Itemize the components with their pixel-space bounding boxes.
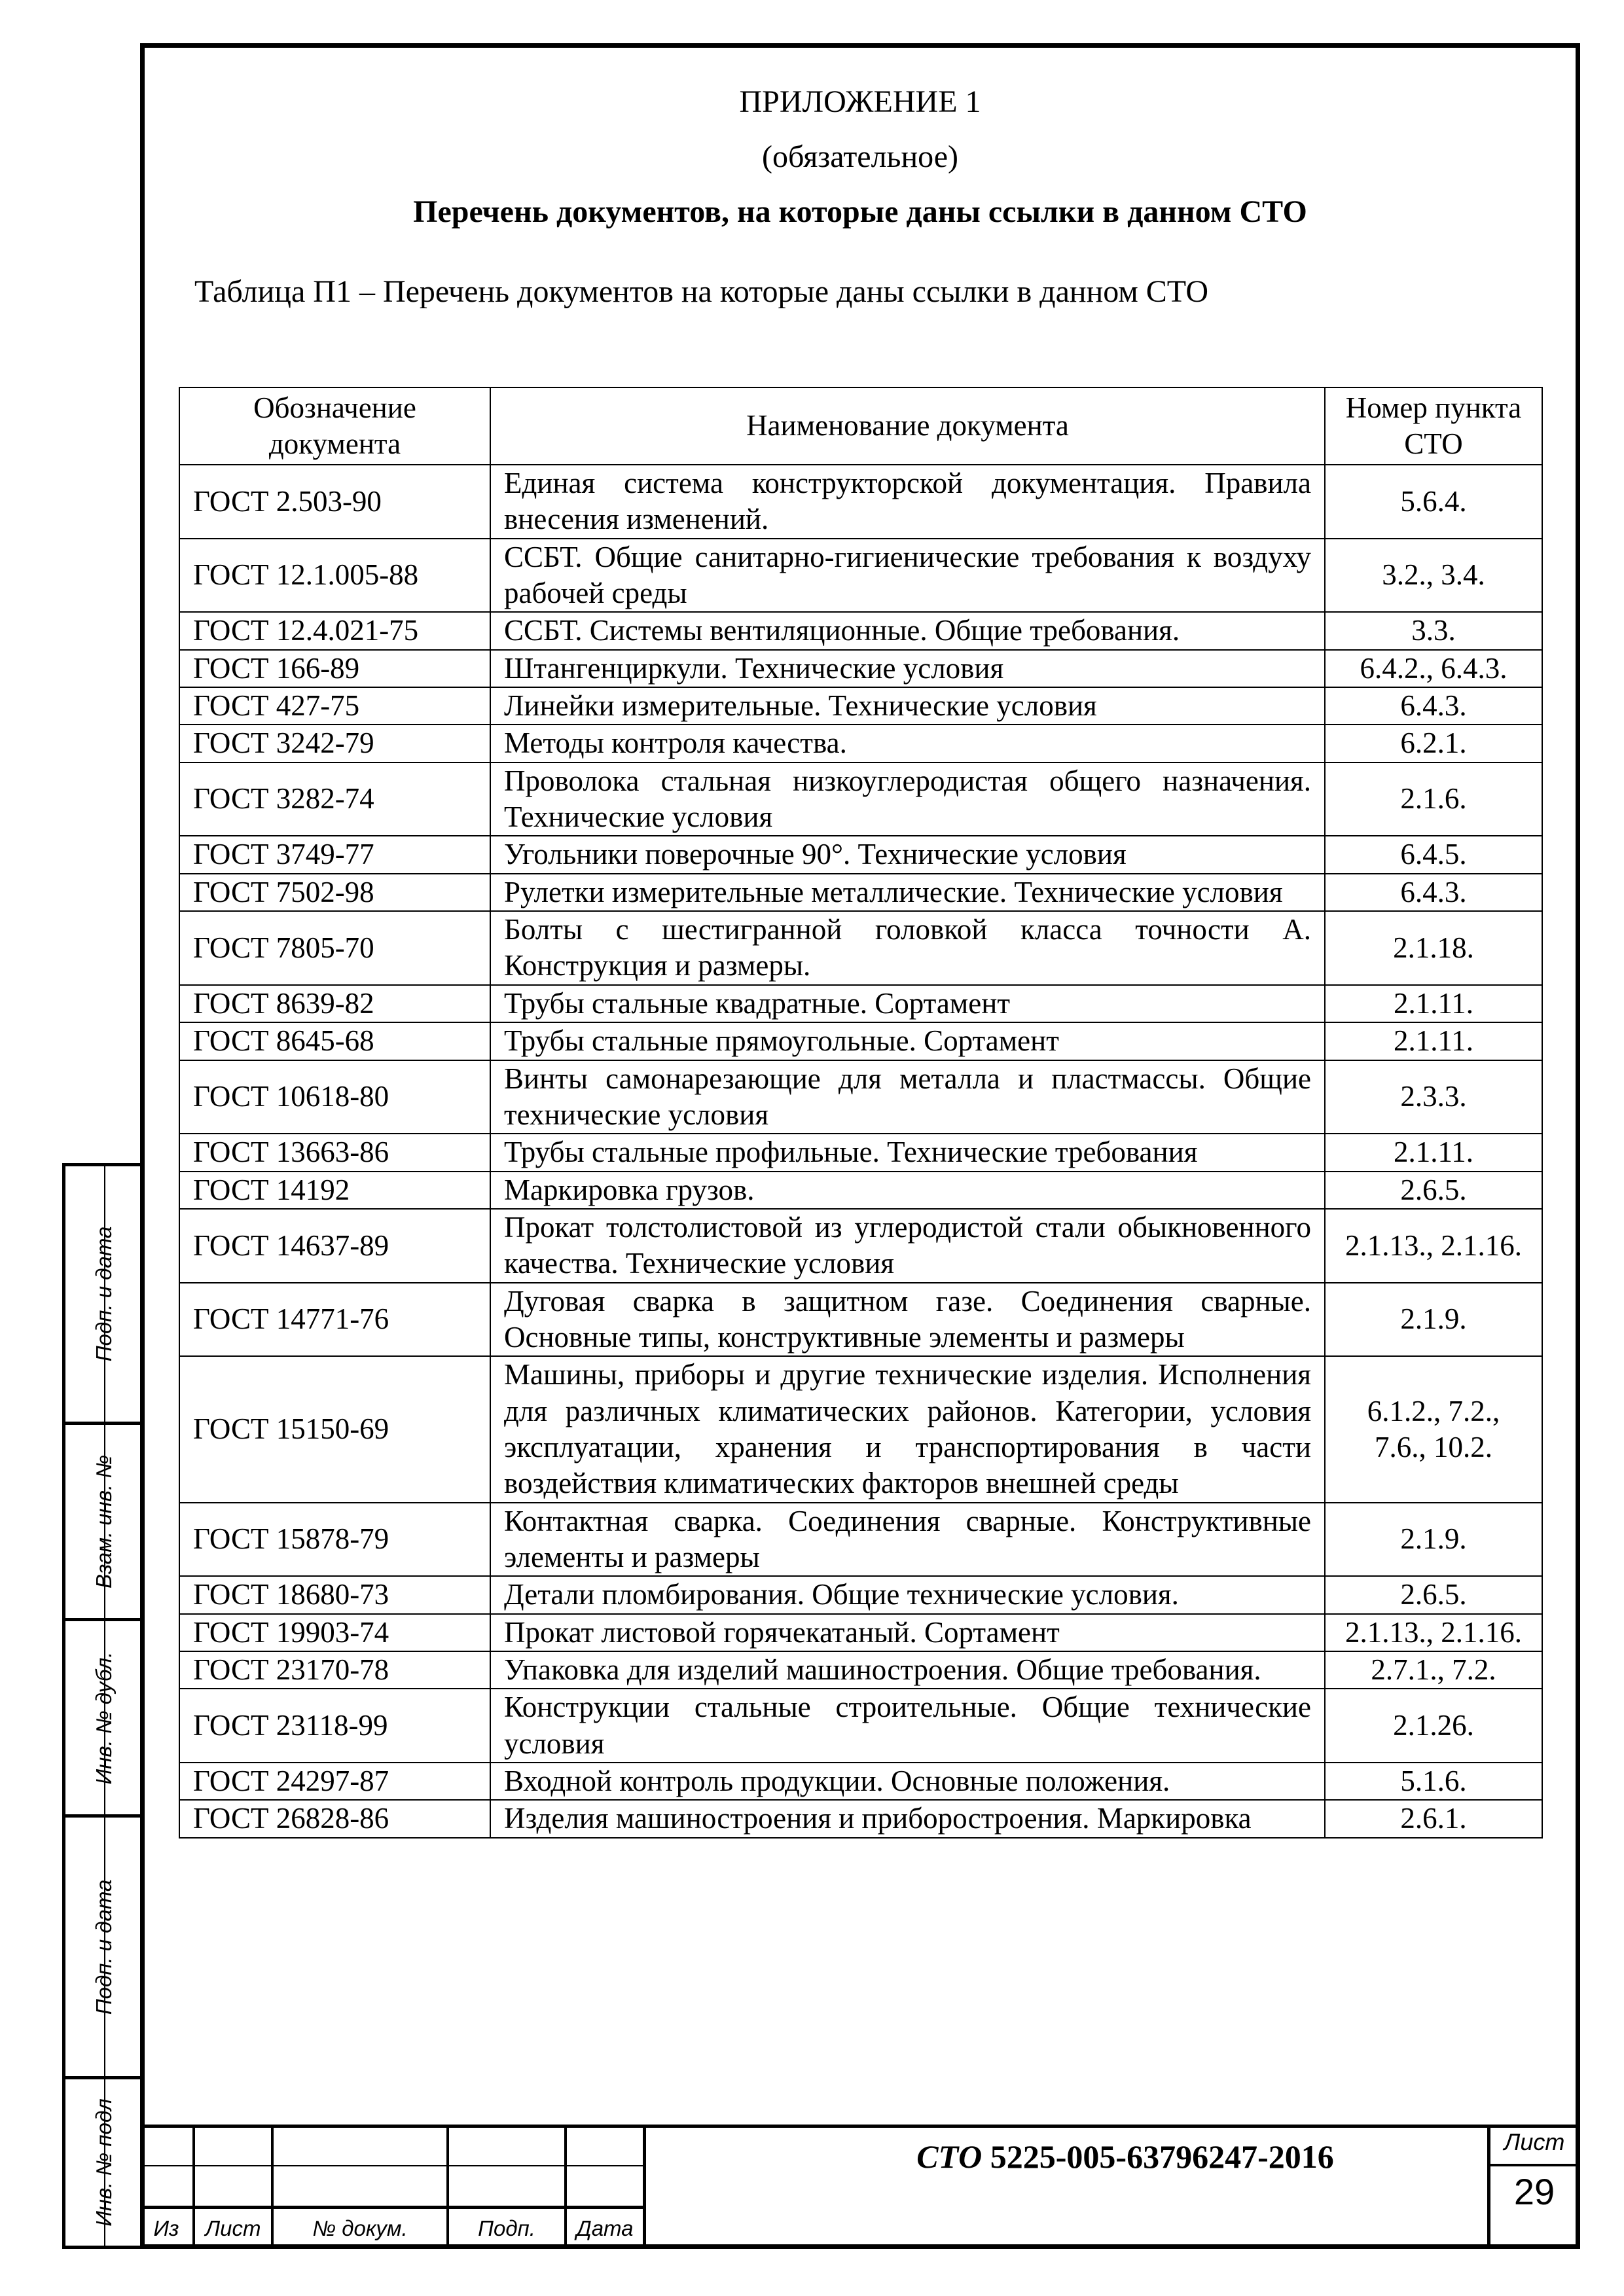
cell-section: 3.3. (1325, 612, 1542, 649)
header-code: Обозначение документа (179, 387, 490, 465)
document-number (644, 2138, 1606, 2176)
table-row (179, 1576, 1542, 1613)
cell-section: 6.1.2., 7.2., 7.6., 10.2. (1325, 1356, 1542, 1502)
cell-name: Рулетки измерительные металлические. Технические условия (490, 874, 1325, 911)
cell-section: 2.6.1. (1325, 1800, 1542, 1837)
side-label-inv-dup: Инв. № дубл. (92, 1651, 116, 1784)
table-row (179, 725, 1542, 762)
cell-section: 2.1.9. (1325, 1503, 1542, 1577)
cell-name: Методы контроля качества. (490, 725, 1325, 762)
side-cell-inv-dup (62, 1621, 140, 1818)
sheet-number: 29 (1513, 2171, 1555, 2212)
cell-code: ГОСТ 7805-70 (179, 911, 490, 985)
cell-name: Трубы стальные прямоугольные. Сортамент (490, 1022, 1325, 1060)
table-row (179, 874, 1542, 911)
table-row (179, 612, 1542, 649)
table-row (179, 465, 1542, 539)
cell-section: 5.1.6. (1325, 1763, 1542, 1800)
cell-name: Изделия машиностроения и приборостроения. Маркировка (490, 1800, 1325, 1837)
cell-section: 6.4.2., 6.4.3. (1325, 650, 1542, 687)
cell-section: 2.7.1., 7.2. (1325, 1651, 1542, 1689)
cell-name: Конструкции стальные строительные. Общие технические условия (490, 1689, 1325, 1763)
header-section: Номер пункта СТО (1325, 387, 1542, 465)
cell-section: 2.1.9. (1325, 1283, 1542, 1357)
side-cell-inv-replace (62, 1425, 140, 1621)
cell-code: ГОСТ 7502-98 (179, 874, 490, 911)
cell-code: ГОСТ 2.503-90 (179, 465, 490, 539)
cell-section: 2.1.13., 2.1.16. (1325, 1614, 1542, 1651)
cell-section: 2.1.11. (1325, 1022, 1542, 1060)
table-row (179, 539, 1542, 613)
appendix-title: ПРИЛОЖЕНИЕ 1 (739, 84, 981, 119)
cell-name: Детали пломбирования. Общие технические условия. (490, 1576, 1325, 1613)
table-row (179, 1800, 1542, 1837)
cell-name: ССБТ. Общие санитарно-гигиенические требования к воздуху рабочей среды (490, 539, 1325, 613)
cell-code: ГОСТ 3282-74 (179, 762, 490, 836)
cell-name: Трубы стальные квадратные. Сортамент (490, 985, 1325, 1022)
side-label-sign-date-2: Подп. и дата (92, 1879, 116, 2015)
table-row (179, 650, 1542, 687)
table-row (179, 1356, 1542, 1502)
appendix-heading: Перечень документов, на которые даны ссылки в данном СТО (413, 194, 1307, 229)
cell-name: Линейки измерительные. Технические условия (490, 687, 1325, 725)
cell-name: Упаковка для изделий машиностроения. Общие требования. (490, 1651, 1325, 1689)
table-row (179, 1172, 1542, 1209)
cell-name: Штангенциркули. Технические условия (490, 650, 1325, 687)
side-cell-sign-date-1 (62, 1163, 140, 1425)
cell-code: ГОСТ 26828-86 (179, 1800, 490, 1837)
cell-section: 2.1.6. (1325, 762, 1542, 836)
cell-section: 2.6.5. (1325, 1172, 1542, 1209)
header-name: Наименование документа (490, 387, 1325, 465)
side-label-sign-date-1: Подп. и дата (92, 1226, 116, 1362)
cell-section: 2.6.5. (1325, 1576, 1542, 1613)
side-cell-inv-orig (62, 2079, 140, 2249)
table-row (179, 1022, 1542, 1060)
cell-code: ГОСТ 13663-86 (179, 1134, 490, 1171)
cell-section: 2.1.13., 2.1.16. (1325, 1209, 1542, 1283)
cell-name: Винты самонарезающие для металла и пластмассы. Общие технические условия (490, 1060, 1325, 1134)
side-label-inv-replace: Взам. инв. № (92, 1454, 116, 1588)
cell-code: ГОСТ 14771-76 (179, 1283, 490, 1357)
cell-code: ГОСТ 3749-77 (179, 836, 490, 873)
cell-code: ГОСТ 166-89 (179, 650, 490, 687)
cell-code: ГОСТ 14637-89 (179, 1209, 490, 1283)
table-row (179, 1763, 1542, 1800)
cell-name: Проволока стальная низкоуглеродистая общего назначения. Технические условия (490, 762, 1325, 836)
title-block-col-date: Дата (576, 2216, 634, 2240)
side-cell-sign-date-2 (62, 1818, 140, 2079)
cell-code: ГОСТ 14192 (179, 1172, 490, 1209)
cell-code: ГОСТ 19903-74 (179, 1614, 490, 1651)
cell-code: ГОСТ 12.4.021-75 (179, 612, 490, 649)
table-row (179, 1689, 1542, 1763)
cell-code: ГОСТ 3242-79 (179, 725, 490, 762)
cell-code: ГОСТ 12.1.005-88 (179, 539, 490, 613)
cell-code: ГОСТ 15150-69 (179, 1356, 490, 1502)
title-block-col-docnum: № докум. (312, 2216, 408, 2240)
cell-code: ГОСТ 8639-82 (179, 985, 490, 1022)
cell-section: 3.2., 3.4. (1325, 539, 1542, 613)
cell-section: 2.1.11. (1325, 985, 1542, 1022)
cell-name: Угольники поверочные 90°. Технические условия (490, 836, 1325, 873)
cell-section: 2.1.26. (1325, 1689, 1542, 1763)
table-row (179, 911, 1542, 985)
cell-name: Болты с шестигранной головкой класса точности А. Конструкция и размеры. (490, 911, 1325, 985)
table-body (179, 465, 1542, 1838)
cell-section: 6.4.3. (1325, 687, 1542, 725)
side-stamp (62, 1163, 140, 2249)
cell-name: Дуговая сварка в защитном газе. Соединения сварные. Основные типы, конструктивные элементы и размеры (490, 1283, 1325, 1357)
cell-name: Машины, приборы и другие технические изделия. Исполнения для различных климатических районов. Категории, условия эксплуатации, хранения и транспортирования в части воздействия климатических факторов внешней среды (490, 1356, 1325, 1502)
table-row (179, 1503, 1542, 1577)
table-row (179, 1614, 1542, 1651)
cell-name: Входной контроль продукции. Основные положения. (490, 1763, 1325, 1800)
cell-section: 6.2.1. (1325, 725, 1542, 762)
cell-section: 2.1.11. (1325, 1134, 1542, 1171)
cell-section: 6.4.3. (1325, 874, 1542, 911)
reference-table (179, 387, 1543, 1839)
cell-code: ГОСТ 10618-80 (179, 1060, 490, 1134)
cell-name: ССБТ. Системы вентиляционные. Общие требования. (490, 612, 1325, 649)
table-row (179, 1134, 1542, 1171)
appendix-subtitle: (обязательное) (762, 139, 958, 174)
sheet-label: Лист (1504, 2128, 1565, 2155)
title-block-col-sign: Подп. (478, 2216, 535, 2240)
title-block (140, 2125, 1580, 2249)
cell-code: ГОСТ 23118-99 (179, 1689, 490, 1763)
cell-name: Единая система конструкторской документация. Правила внесения изменений. (490, 465, 1325, 539)
cell-section: 5.6.4. (1325, 465, 1542, 539)
table-row (179, 1651, 1542, 1689)
cell-name: Прокат толстолистовой из углеродистой стали обыкновенного качества. Технические условия (490, 1209, 1325, 1283)
document-prefix: СТО (916, 2138, 983, 2175)
cell-section: 2.3.3. (1325, 1060, 1542, 1134)
cell-code: ГОСТ 18680-73 (179, 1576, 490, 1613)
cell-name: Контактная сварка. Соединения сварные. Конструктивные элементы и размеры (490, 1503, 1325, 1577)
table-row (179, 762, 1542, 836)
table-row (179, 1060, 1542, 1134)
cell-section: 2.1.18. (1325, 911, 1542, 985)
cell-code: ГОСТ 15878-79 (179, 1503, 490, 1577)
cell-name: Маркировка грузов. (490, 1172, 1325, 1209)
side-label-inv-orig: Инв. № подл (92, 2098, 116, 2227)
cell-code: ГОСТ 24297-87 (179, 1763, 490, 1800)
cell-code: ГОСТ 23170-78 (179, 1651, 490, 1689)
cell-section: 6.4.5. (1325, 836, 1542, 873)
title-block-col-sheet: Лист (205, 2216, 261, 2240)
cell-code: ГОСТ 427-75 (179, 687, 490, 725)
cell-name: Прокат листовой горячекатаный. Сортамент (490, 1614, 1325, 1651)
table-row (179, 1283, 1542, 1357)
title-block-col-change: Из (153, 2216, 179, 2240)
cell-code: ГОСТ 8645-68 (179, 1022, 490, 1060)
table-caption: Таблица П1 – Перечень документов на которые даны ссылки в данном СТО (194, 274, 1209, 309)
table-row (179, 1209, 1542, 1283)
table-header-row (179, 387, 1542, 465)
document-code: 5225-005-63796247-2016 (990, 2138, 1334, 2175)
table-row (179, 985, 1542, 1022)
table-row (179, 687, 1542, 725)
table-row (179, 836, 1542, 873)
cell-name: Трубы стальные профильные. Технические требования (490, 1134, 1325, 1171)
